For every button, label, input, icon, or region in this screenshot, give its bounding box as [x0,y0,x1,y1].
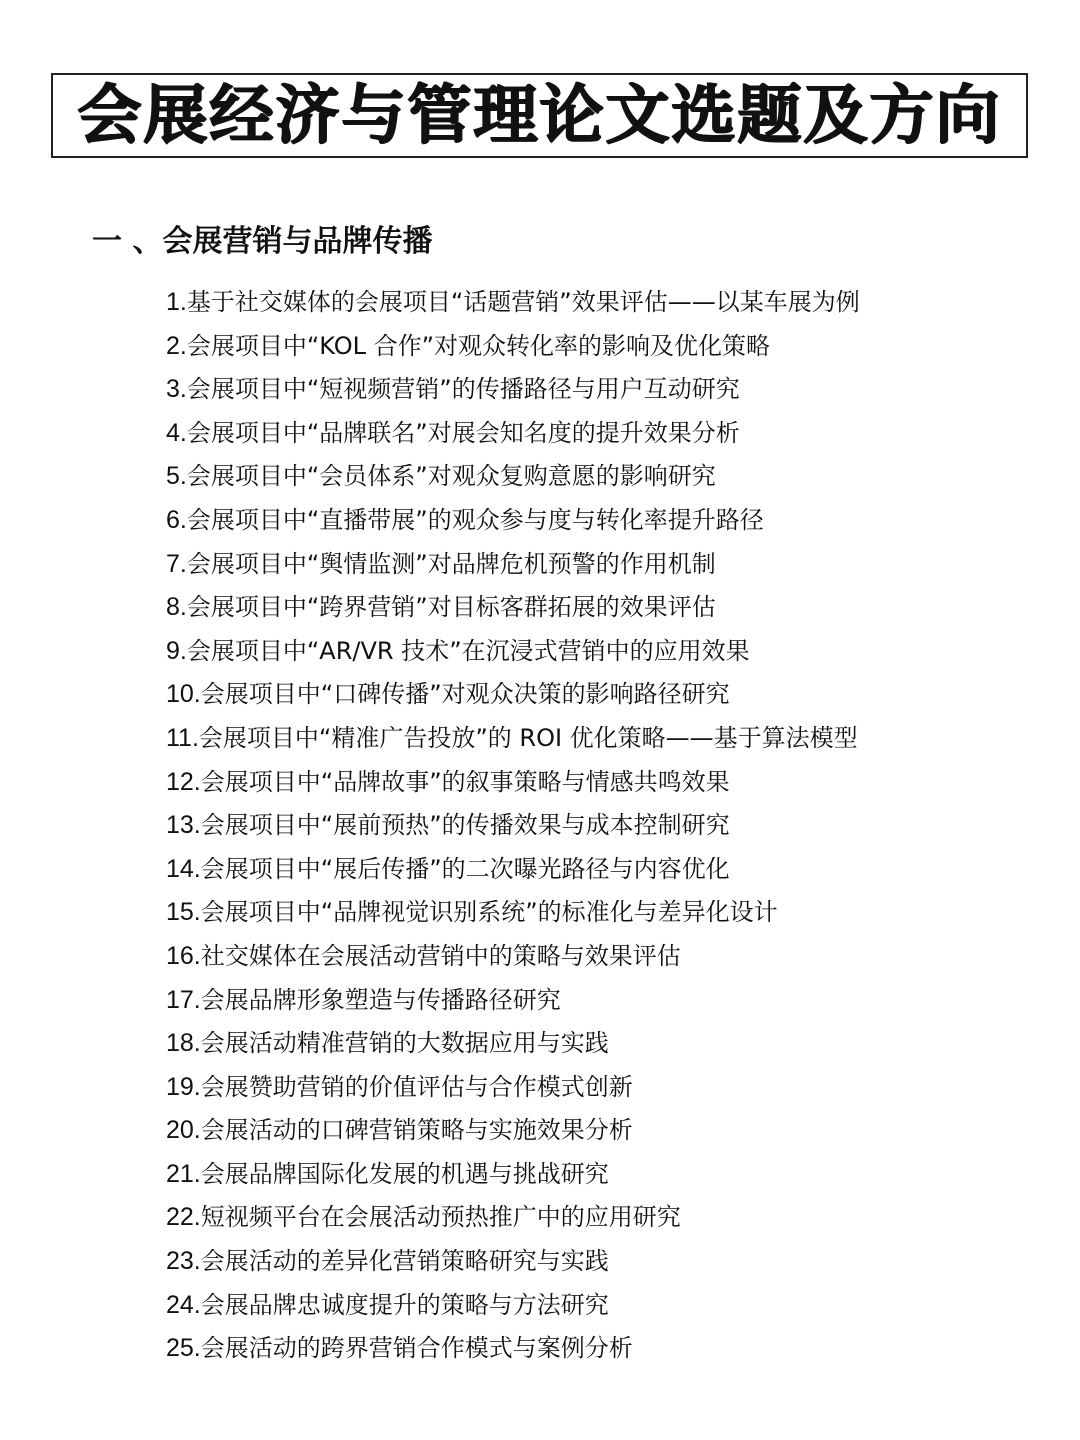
topic-text: 会展项目中“舆情监测”对品牌危机预警的作用机制 [186,549,716,578]
topic-number: 22. [166,1203,201,1232]
topic-number: 2. [166,331,187,360]
topic-number: 18. [166,1029,201,1058]
topic-text: 会展项目中“KOL 合作”对观众转化率的影响及优化策略 [186,331,771,360]
topic-number: 14. [166,854,201,883]
topic-item [166,979,860,1023]
topic-item [166,1327,860,1371]
topic-number: 23. [166,1247,201,1276]
topic-text: 会展项目中“品牌视觉识别系统”的标准化与差异化设计 [200,898,778,927]
topic-number: 5. [166,462,187,491]
topic-number: 15. [166,898,201,927]
topic-text: 会展项目中“精准广告投放”的 ROI 优化策略——基于算法模型 [198,723,858,752]
topic-number: 8. [166,593,187,622]
topic-item [166,412,860,456]
topic-item [166,325,860,369]
topic-text: 会展项目中“展后传播”的二次曝光路径与内容优化 [200,854,730,883]
page-title: 会展经济与管理论文选题及方向 [77,78,1002,153]
topic-item [166,673,860,717]
topic-item [166,1153,860,1197]
topic-number: 9. [166,636,187,665]
topic-item [166,368,860,412]
topic-number: 25. [166,1334,201,1363]
page-title-box [51,73,1028,158]
topic-item [166,935,860,979]
section-heading: 一 、会展营销与品牌传播 [92,224,433,259]
topic-text: 会展项目中“会员体系”对观众复购意愿的影响研究 [186,462,716,491]
topic-text: 会展活动的差异化营销策略研究与实践 [200,1247,609,1276]
topic-text: 会展活动的跨界营销合作模式与案例分析 [200,1334,633,1363]
topic-item [166,543,860,587]
topic-item [166,848,860,892]
topic-text: 会展活动精准营销的大数据应用与实践 [200,1029,609,1058]
topic-number: 13. [166,811,201,840]
topic-item [166,499,860,543]
topic-text: 会展项目中“品牌故事”的叙事策略与情感共鸣效果 [200,767,730,796]
topic-number: 7. [166,549,187,578]
topic-item [166,761,860,805]
topic-number: 17. [166,985,201,1014]
topic-item [166,1196,860,1240]
topic-item [166,630,860,674]
topic-number: 19. [166,1072,201,1101]
topic-text: 会展项目中“品牌联名”对展会知名度的提升效果分析 [186,418,740,447]
topic-number: 10. [166,680,201,709]
topic-text: 会展项目中“口碑传播”对观众决策的影响路径研究 [200,680,730,709]
topic-number: 21. [166,1159,201,1188]
topic-number: 12. [166,767,201,796]
topic-text: 会展项目中“短视频营销”的传播路径与用户互动研究 [186,375,740,404]
topic-item [166,717,860,761]
topic-number: 20. [166,1116,201,1145]
topic-list [166,281,860,1371]
topic-text: 会展项目中“AR/VR 技术”在沉浸式营销中的应用效果 [186,636,750,665]
topic-item [166,1109,860,1153]
topic-item [166,1066,860,1110]
topic-text: 会展赞助营销的价值评估与合作模式创新 [200,1072,633,1101]
topic-item [166,1240,860,1284]
topic-text: 会展项目中“跨界营销”对目标客群拓展的效果评估 [186,593,716,622]
topic-item [166,1284,860,1328]
topic-text: 会展品牌忠诚度提升的策略与方法研究 [200,1290,609,1319]
topic-number: 4. [166,418,187,447]
topic-number: 1. [166,288,187,316]
topic-text: 会展品牌国际化发展的机遇与挑战研究 [200,1159,609,1188]
topic-item [166,455,860,499]
topic-number: 24. [166,1290,201,1319]
topic-text: 短视频平台在会展活动预热推广中的应用研究 [200,1203,681,1232]
topic-item [166,281,860,325]
topic-item [166,891,860,935]
topic-text: 会展活动的口碑营销策略与实施效果分析 [200,1116,633,1145]
topic-text: 社交媒体在会展活动营销中的策略与效果评估 [200,941,681,970]
topic-item [166,804,860,848]
topic-item [166,1022,860,1066]
topic-text: 会展项目中“展前预热”的传播效果与成本控制研究 [200,811,730,840]
topic-text: 会展项目中“直播带展”的观众参与度与转化率提升路径 [186,505,764,534]
topic-number: 3. [166,375,187,404]
topic-text: 会展品牌形象塑造与传播路径研究 [200,985,561,1014]
topic-item [166,586,860,630]
topic-text: 基于社交媒体的会展项目“话题营销”效果评估——以某车展为例 [186,288,860,316]
topic-number: 6. [166,505,187,534]
topic-number: 11. [166,723,199,752]
topic-number: 16. [166,941,201,970]
